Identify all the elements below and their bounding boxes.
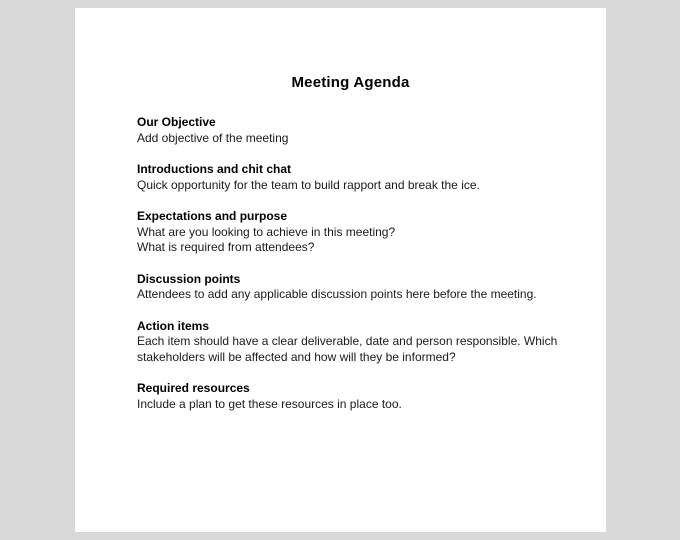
section-heading: Discussion points	[137, 271, 241, 286]
section-body-line: Add objective of the meeting	[137, 130, 289, 145]
section-body-line: What is required from attendees?	[137, 240, 315, 254]
section-required-resources	[137, 381, 564, 412]
section-introductions	[137, 162, 564, 193]
document-page	[75, 8, 606, 532]
section-body-line: Quick opportunity for the team to build rapport and break the ice.	[137, 177, 480, 192]
section-action-items	[137, 319, 564, 366]
section-body-line: What are you looking to achieve in this meeting?	[137, 224, 396, 239]
section-body-line: Include a plan to get these resources in place too.	[137, 396, 402, 411]
section-heading: Action items	[137, 318, 210, 333]
section-body-line: Attendees to add any applicable discussion points here before the meeting.	[137, 287, 537, 301]
section-our-objective	[137, 115, 564, 146]
section-discussion-points	[137, 272, 564, 303]
section-heading: Introductions and chit chat	[137, 162, 292, 176]
document-content	[75, 8, 606, 412]
section-body-line: Each item should have a clear deliverable, date and person responsible. Which stakeholders will be affected and how will they be informed?	[137, 334, 558, 364]
section-heading: Required resources	[137, 381, 250, 395]
section-heading: Expectations and purpose	[137, 209, 288, 223]
section-heading: Our Objective	[137, 115, 216, 129]
document-title: Meeting Agenda	[291, 74, 410, 91]
section-expectations	[137, 209, 564, 256]
